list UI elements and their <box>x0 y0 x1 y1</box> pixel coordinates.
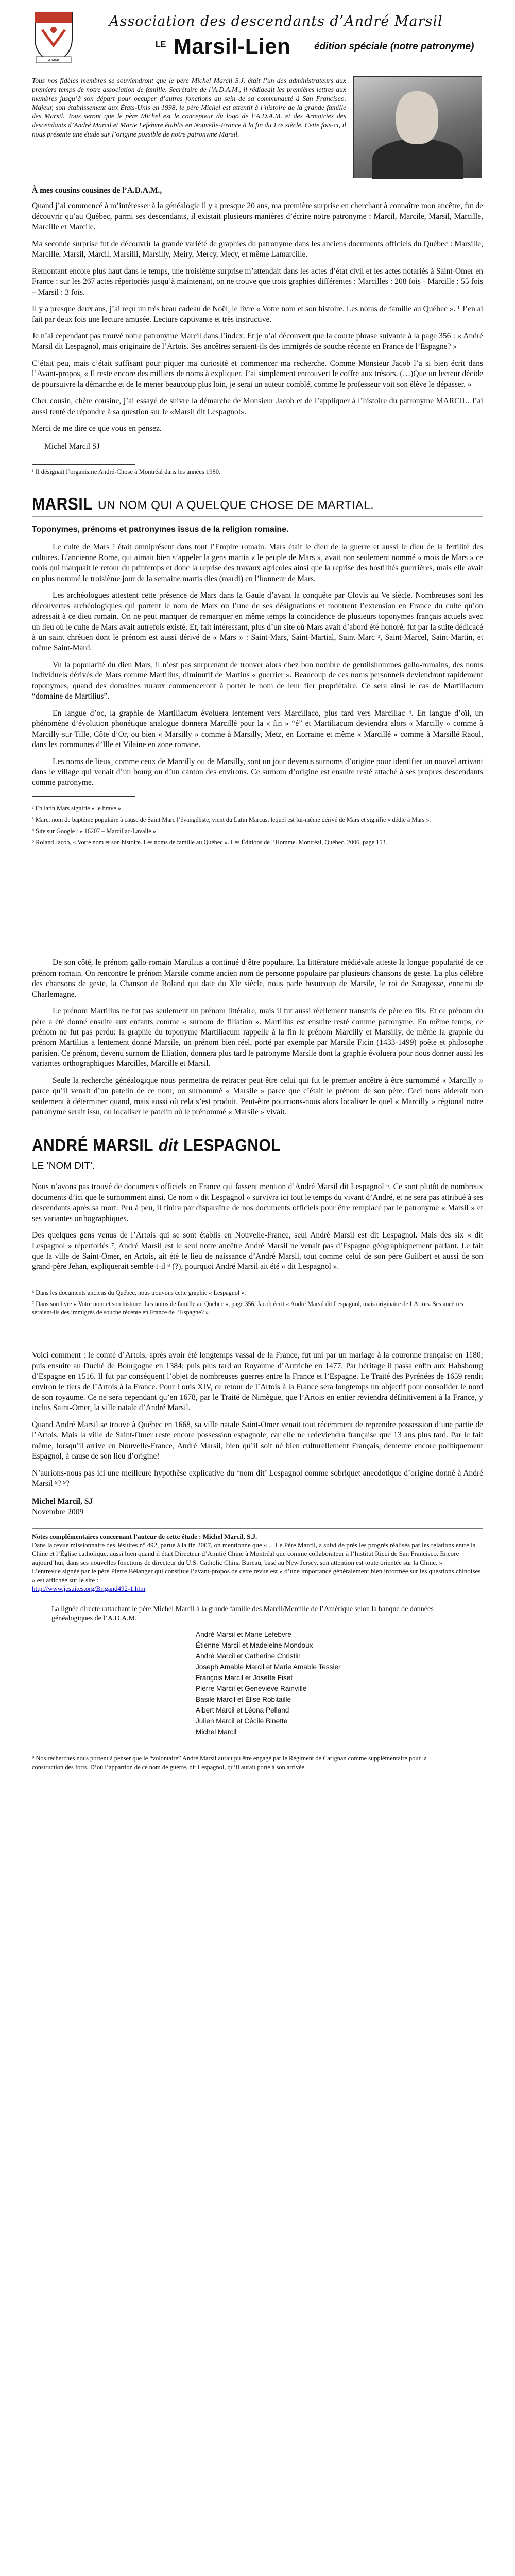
footnote-5: ⁵ Roland Jacob, « Votre nom et son histoire. Les noms de famille au Québec ». Les Éditions de l’Homme. Montréal, Québec, 2006, page 153. <box>32 839 387 846</box>
section-2-paragraph-1: Nous n’avons pas trouvé de documents officiels en France qui fassent mention d’André Marsil dit Lespagnol ⁶. Ce sont plutôt de nombreux documents d’ici que le surnomment ainsi. Ce nom « dit Lespagnol » survivra ici tout le temps du vivant d’André, et ne sera pas attribué à ses descendants après sa mort. Peu à peu, il finira par disparaître de nos documents officiels pour être remplacé par le patronyme « Marsil » et ses variantes orthographiques. <box>32 1182 483 1223</box>
lineage-item: Julien Marcil et Cécile Binette <box>196 1717 288 1725</box>
newsletter-title: Marsil-Lien <box>174 34 291 58</box>
photo-body <box>372 139 463 179</box>
letter-paragraph-4: Il y a presque deux ans, j’ai reçu un très beau cadeau de Noël, le livre « Votre nom et son histoire. Les noms de famille au Québec ». ¹ J’en ai fait par deux fois une lecture amusée. Lecture captivante et très instructive. <box>32 304 483 324</box>
footnote-divider <box>32 464 135 465</box>
footnote-6: ⁶ Dans les documents anciens du Québec, nous trouvons cette graphie « Lespagnol ». <box>32 1289 246 1296</box>
lineage-item: André Marcil et Catherine Christin <box>196 1652 301 1660</box>
footnote-9: ⁹ Nos recherches nous portent à penser que le “volontaire” André Marsil aurait pu être engagé par le Régiment de Carignan comme supplémentaire pour la construction des forts. D’où l’appartion de ce nom de guerre, dit Lespagnol, qu’il aurait porté à son arrivée. <box>32 1755 427 1771</box>
section-2-subtitle: LE ‘NOM DIT’. <box>32 1161 95 1172</box>
letter-paragraph-5: Je n’ai cependant pas trouvé notre patronyme Marcil dans l’index. Et je n’ai découvert que la courte phrase suivante à la page 356 : « André Marsil dit Lespagnol, mais originaire de l’Artois. Ses ancêtres seraient-ils des immigrés de souche récente en France de l’Espagne? » <box>32 331 483 351</box>
lineage-item: Basile Marcil et Élise Robitaille <box>196 1696 291 1704</box>
page-break-space-2 <box>32 1319 483 1350</box>
section-1-notes <box>32 804 483 846</box>
letter-paragraph-3: Remontant encore plus haut dans le temps, une troisième surprise m’attendait dans les actes d’état civil et les actes notariés à Saint-Omer en France : sur les 267 actes répertoriés jusqu’à maintenant, on ne trouve que trois graphies différentes : Marcilles : 208 fois - Marcille : 55 fois – Marsil : 3 fois. <box>32 266 483 297</box>
section-1-paragraph-2: Les archéologues attestent cette présence de Mars dans la Gaule d’avant la conquête par Clovis au Ve siècle. Nombreuses sont les découvertes archéologiques qui portent le nom de Mars ou l’une de ses désignations et montrent l’extension en France du culte qu’on adressait à ce dieu romain. On ne peut manquer de remarquer en même temps la coïncidence de plusieurs toponymes français actuels avec un lieu où le culte de Mars avait autrefois existé. Et, fait intéressant, plus d’un site où Mars avait d’abord été honoré, fut par la suite dédicacé à un saint chrétien dont le prénom est aussi dérivé de « Mars » : Saint-Mars, Saint-Martial, Saint-Marc ³, Saint-Marcel, Saint-Martin, et même Saint-Mard. <box>32 591 483 653</box>
letter-paragraph-2: Ma seconde surprise fut de découvrir la grande variété de graphies du patronyme dans les anciens documents officiels du Québec : Marsille, Marcille, Marsil, Marcil, Marsilli, Marsilly, Meiry, Mercy, Mecy, et même Lamarcille. <box>32 239 483 259</box>
section-2-signature: Michel Marcil, SJ <box>32 1497 93 1506</box>
letter-paragraph-7: Cher cousin, chère cousine, j’ai essayé de suivre la démarche de Monsieur Jacob et de l’appliquer à l’histoire du patronyme MARCIL. J’ai aussi tenté de répondre à sa question sur le «Marsil dit Lespagnol». <box>32 397 483 416</box>
section-1-paragraph-1: Le culte de Mars ² était omniprésent dans tout l’Empire romain. Mars était le dieu de la guerre et aussi le dieu de la fertilité des cultures. L’ancienne Rome, qui aimait bien s’appeler la gens martia « le peuple de Mars », avait non seulement nommé « mois de Mars » ce mois qui marquait le retour du printemps et donc la reprise des travaux agricoles ainsi que la reprise des hostilités guerrières, mais elle avait en plus nommé le troisième jour de la semaine martis dies (mardi) en l’honneur de Mars. <box>32 543 483 583</box>
letter-signature: Michel Marcil SJ <box>44 442 100 451</box>
author-notes-title: Notes complémentaires concernant l’auteur de cette étude : Michel Marcil, S.J. <box>32 1532 258 1540</box>
family-crest-icon <box>32 9 75 65</box>
section-1-divider <box>32 516 483 517</box>
association-title: Association des descendants d’André Marsil <box>109 13 443 29</box>
lineage-list <box>196 1629 483 1738</box>
page-break-space <box>32 850 483 958</box>
section-2-date: Novembre 2009 <box>32 1507 84 1517</box>
author-notes-text: Dans la revue missionnaire des Jésuites n° 492, parue à la fin 2007, on mentionne que « …Le Père Marcil, a suivi de près les progrès réalisés par les relations entre la Chine et l’Église catholique, aussi bien quand il était Directeur d’Amitié Chine à Montréal que comme collaborateur à l’Institut Ricci de San Francisco. Encore aujourd’hui, dans ses nouvelles fonctions de directeur du U.S. Catholic China Bureau, basé au New Jersey, son attention est toute orientée sur la Chine. » <box>32 1541 476 1567</box>
section-2-notes <box>32 1289 483 1316</box>
section-1-heading <box>32 494 483 515</box>
lineage-item: François Marcil et Josette Fiset <box>196 1673 293 1682</box>
letter-paragraph-1: Quand j’ai commencé à m’intéresser à la généalogie il y a presque 20 ans, ma première surprise en cherchant à connaître mon ancêtre, fut de découvrir qu’au Québec, parmi ses descendants, il existait plusieurs manières d’écrire notre patronyme : Marcil, Marcile, Marsil, Marcille, Marcille et Marcile. <box>32 201 483 232</box>
section-1-subhead: Toponymes, prénoms et patronymes issus de la religion romaine. <box>32 525 289 534</box>
lineage-intro: La lignée directe rattachant le père Michel Marcil à la grande famille des Marcil/Mercille de l’Amérique selon la banque de données généalogiques de l’A.D.A.M. <box>52 1605 434 1623</box>
section-2-paragraph-5: N’aurions-nous pas ici une meilleure hypothèse explicative du ‘nom dit’ Lespagnol comme sobriquet anecdotique d’origine donné à André Marsil ⁹? ⁹? <box>32 1468 483 1488</box>
section-2-paragraph-4: Quand André Marsil se trouve à Québec en 1668, sa ville natale Saint-Omer venait tout récemment de reprendre possession d’une partie de l’Artois. Mais la ville de Saint-Omer reste encore possession espagnole, car elle ne redeviendra française que 13 ans plus tard. Par le fait même, lorsqu’il arrive en Nouvelle-France, André Marsil, bien qu’il soit né bien culturellement Français, demeure encore politiquement Espagnol, à cause de son lieu d’origine! <box>32 1420 483 1461</box>
salutation: À mes cousins cousines de l’A.D.A.M., <box>32 186 162 195</box>
photo-face <box>396 91 438 144</box>
title-prefix: LE <box>156 40 166 49</box>
intro-text: Tous nos fidèles membres se souviendront que le père Michel Marcil S.J. était l’un des administrateurs aux premiers temps de notre association de famille. Secrétaire de l’A.D.A.M., il rédigeait les premières lettres aux membres jusqu’à son départ pour occuper d’autres fonctions au sein de sa communauté à San Francisco. Majeur, son établissement aux États-Unis en 1998, le père Michel est attentif à l’histoire de la grande famille des Marsil. Tous seront que le père Michel est le concepteur du logo de l’A.D.A.M. et des Armoiries des descendants d’André Marcil et Marie Lefebvre établis en Nouvelle-France à la fin du 17e siècle. Cette fois-ci, il nous présente une étude sur l’origine possible de notre patronyme Marsil. <box>32 77 346 138</box>
crest-banner: SOMME <box>46 58 61 62</box>
lineage-item: Albert Marcil et Léona Pelland <box>196 1706 289 1715</box>
section-2-dit: dit <box>159 1136 179 1156</box>
masthead <box>32 9 483 70</box>
author-photo <box>353 76 482 178</box>
lineage-item: Michel Marcil <box>196 1728 237 1736</box>
footnote-2: ² En latin Mars signifie « le brave ». <box>32 804 123 812</box>
section-1-paragraph-7: Le prénom Martilius ne fut pas seulement un prénom littéraire, mais il fut aussi réellement transmis de père en fils. Et ce prénom du père a été donné ensuite aux enfants comme « surnom de filiation ». Martilius est ensuite resté comme patronyme. En même temps, ce prénom ne fut pas perdu: la graphie du toponyme Martiliacum rappelle à la fin le prénom Marcilly et Marsilly, de même la graphie du prénom Martilius a lentement donné Marsile, un prénom bien réel, porté par exemple par Marsile Ficin (1433-1499) poète et philosophe parisien. Ce prénom, devenu surnom de filiation, donnera plus tard le patronyme Marsile dont la graphie évoluera pour nous donner aussi les variantes orthographiques Marcilles, Marcille et Marsil. <box>32 1007 483 1069</box>
section-2-heading <box>32 1136 483 1156</box>
footnote-4: ⁴ Site sur Google : « 16207 – Marcillac-Lavalle ». <box>32 827 158 835</box>
letter-paragraph-6: C’était peu, mais c’était suffisant pour piquer ma curiosité et commencer ma recherche. Comme Monsieur Jacob l’a si bien écrit dans l’Avant-propos, « Il reste encore des milliers de noms à expliquer. J’ai simplement entrouvert le coffre aux trésors. (…)Que un lecteur décide de poursuivre la démarche et de le mener beaucoup plus loin, je serai un auteur comblé, comme le professeur voit son élève le dépasser. » <box>32 359 483 389</box>
letter-paragraph-8: Merci de me dire ce que vous en pensez. <box>32 424 162 433</box>
section-2-title: ANDRÉ MARSIL <box>32 1136 153 1156</box>
section-1-paragraph-5: Les noms de lieux, comme ceux de Marcilly ou de Marsilly, sont un jour devenus surnoms d’origine pour identifier un nouvel arrivant dans le village qui venait d’un bourg ou d’un canton des environs. Ce surnom d’origine est ensuite resté attaché à ses propres descendants comme patronyme. <box>32 757 483 787</box>
author-notes <box>32 1533 483 1594</box>
author-notes-text-2: L’entrevue signée par le père Pierre Bélanger qui constitue l’avant-propos de cette revue est « d’une importance généralement bien informée sur les questions chinoises » est affichée sur le site : <box>32 1567 481 1584</box>
section-1-paragraph-4: En langue d’oc, la graphie de Martiliacum évoluera lentement vers Marcillaco, plus tard vers Marcillac ⁴. En langue d’oïl, un phénomène d’évolution phonétique analogue donnera Marcillé pour la « fin » “é” et Martiliacum deviendra alors « Marcilly » comme à Marcilly-sur-Tille, Côte d’Or, ou bien « Marsilly » comme à Marsilly, Metz, en Lorraine et même « Marcillé » comme à Marsillé-Raoul, dans les communes d’Ille et Vilaine en zone romane. <box>32 708 483 750</box>
lineage-item: André Marsil et Marie Lefebvre <box>196 1630 291 1638</box>
section-2-title-2: LESPAGNOL <box>183 1136 281 1156</box>
section-1-paragraph-6: De son côté, le prénom gallo-romain Martilius a continué d’être populaire. La littérature médiévale atteste la longue popularité de ce prénom romain. On rencontre le prénom Marsile comme ancien nom de personne populaire par plusieurs chansons de geste. La plus célèbre des chansons de geste, la Chanson de Roland qui date du XIe siècle, nous parle beaucoup de Marsile, le roi de Saragosse, ennemi de Charlemagne. <box>32 958 483 999</box>
section-2-paragraph-3: Voici comment : le comté d’Artois, après avoir été longtemps vassal de la France, fut uni par un mariage à la couronne française en 1180; puis ensuite au Duché de Bourgogne en 1384; puis plus tard au Royaume d’Autriche en 1477. Par héritage il passa enfin aux Habsbourg d’Espagne en 1516. Il fut par conséquent l’objet de nombreuses guerres entre la France et l’Espagne. Le Traité des Pyrénées de 1659 rendit environ le tiers de l’Artois à la France. Pour Louis XIV, ce retour de l’Artois à la France sera longtemps un objectif pour consolider le nord de son royaume. Ce ne sera cependant qu’en 1678, par le Traité de Nimègue, que l’Artois en entier reviendra définitivement à la France, y inclus Saint-Omer, la ville natale d’André Marsil. <box>32 1351 483 1413</box>
footnote-7: ⁷ Dans son livre « Votre nom et son histoire. Les noms de famille au Québec », page 356, Jacob écrit « André Marsil dit Lespagnol, mais originaire de l’Artois. Ses ancêtres seraient-ils des immigrés de souche récente en France de l’Espagne? » <box>32 1300 464 1316</box>
section-1-paragraph-8: Seule la recherche généalogique nous permettra de retracer peut-être celui qui fut le premier ancêtre à être surnommé « Marcilly » parce qu’il venait d’un patelin de ce nom, ou surnommé « Marsile » parce que c’était le prénom de son père. Ceci nous aiderait non seulement à déterminer quand, mais aussi où cela s’est produit. Peut-être pourrions-nous alors localiser le quel « Marcilly » régional notre patronyme serait issu, ou localiser le patelin où le prénommé « Marsile » vivait. <box>32 1076 483 1117</box>
section-1-paragraph-3: Vu la popularité du dieu Mars, il n’est pas surprenant de trouver alors chez bon nombre de gentilshommes gallo-romains, des noms individuels dérivés de Mars comme Martilius, diminutif de Martius « guerrier ». Beaucoup de ces noms personnels deviendront rapidement toponymes, quand des domaines ruraux commenceront à porter le nom de leur fier propriétaire. Ce sera ainsi le cas de Martiliacum “domaine de Martilius”. <box>32 660 483 701</box>
lineage-item: Étienne Marcil et Madeleine Mondoux <box>196 1641 313 1649</box>
edition-label: édition spéciale (notre patronyme) <box>314 41 474 52</box>
section-2-paragraph-2: Des quelques gens venus de l’Artois qui se sont établis en Nouvelle-France, seul André Marsil est dit Lespagnol. Mais des six « dit Lespagnol » répertoriés ⁷, André Marsil est le seul notre ancêtre André Marsil ne venait pas d’Espagne géographiquement parlant. Le fait que la ville de Saint-Omer, en Artois, ait été le lieu de naissance d’André Marsil, tout comme celui de son père Guilbert et aussi de son grand-père Jehan, expliquerait semble-t-il ⁸ (?), pourquoi André Marsil ait été « dit Lespagnol ». <box>32 1231 483 1272</box>
lineage-item: Joseph Amable Marcil et Marie Amable Tessier <box>196 1663 341 1671</box>
jesuites-link[interactable]: http://www.jesuites.org/Brigand492-1.htm <box>32 1584 146 1592</box>
footnote-3: ³ Marc, nom de baptême populaire à cause de Saint Marc l’évangéliste, vient du Latin Marcus, lequel est lui-même dérivé de Mars et signifie « dédié à Mars ». <box>32 816 431 823</box>
section-1-subtitle: UN NOM QUI A QUELQUE CHOSE DE MARTIAL. <box>98 498 374 512</box>
lineage-item: Pierre Marcil et Geneviève Rainville <box>196 1685 307 1693</box>
section-1-title: MARSIL <box>32 494 93 514</box>
refs-divider <box>32 1528 483 1529</box>
footnote-1: ¹ Il désignait l’organisme André-Chose à Montréal dans les années 1980. <box>32 468 221 476</box>
intro-block <box>32 76 483 178</box>
footnote-divider-2 <box>32 796 135 797</box>
